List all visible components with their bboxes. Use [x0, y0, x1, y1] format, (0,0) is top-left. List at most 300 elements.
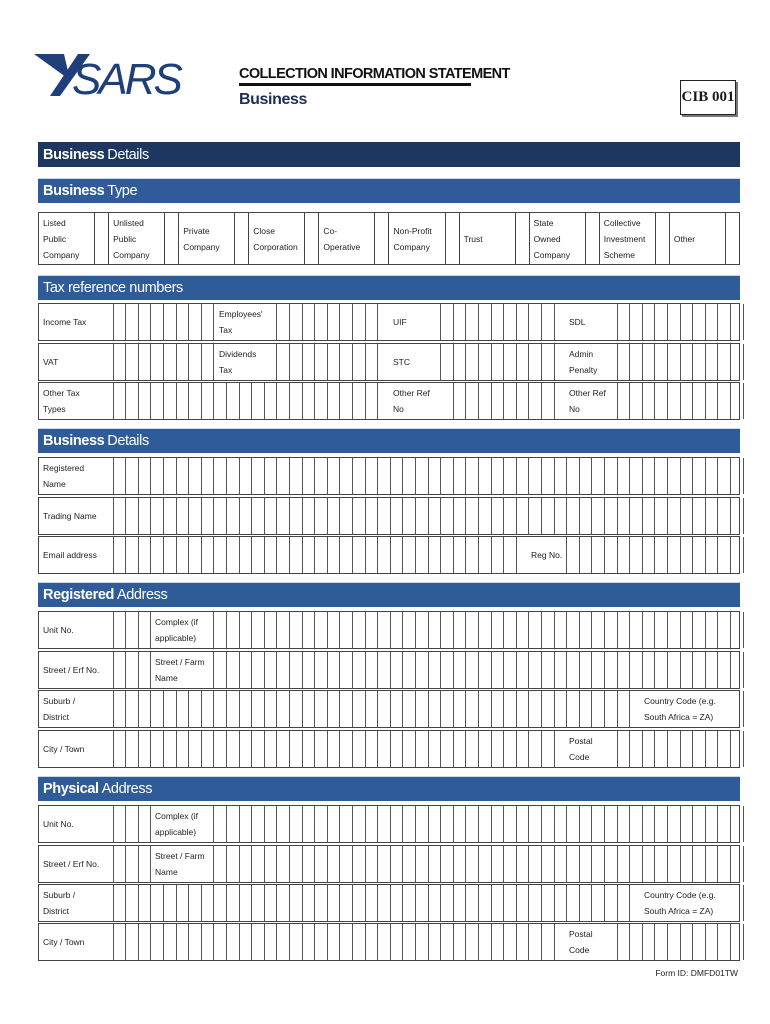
character-box[interactable]: [150, 924, 151, 960]
character-box[interactable]: [150, 691, 151, 727]
character-box[interactable]: [138, 806, 139, 842]
character-box[interactable]: [692, 652, 693, 688]
character-box[interactable]: [176, 885, 177, 921]
character-box[interactable]: [402, 498, 403, 534]
character-box[interactable]: [743, 458, 744, 494]
character-box[interactable]: [201, 731, 202, 767]
character-box[interactable]: [465, 537, 466, 573]
character-box[interactable]: [667, 806, 668, 842]
character-box[interactable]: [226, 924, 227, 960]
character-box[interactable]: [604, 691, 605, 727]
character-box[interactable]: [302, 652, 303, 688]
character-box[interactable]: [528, 458, 529, 494]
character-box[interactable]: [516, 731, 517, 767]
business-type-option[interactable]: [389, 213, 459, 264]
character-box[interactable]: [566, 498, 567, 534]
character-box[interactable]: [138, 458, 139, 494]
character-box[interactable]: [251, 652, 252, 688]
character-box[interactable]: [352, 344, 353, 380]
character-box[interactable]: [617, 924, 618, 960]
character-box[interactable]: [150, 537, 151, 573]
character-box[interactable]: [428, 691, 429, 727]
business-type-checkbox[interactable]: [515, 213, 529, 264]
business-type-checkbox[interactable]: [304, 213, 318, 264]
character-box[interactable]: [428, 537, 429, 573]
character-box[interactable]: [654, 612, 655, 648]
character-box[interactable]: [176, 383, 177, 419]
character-box[interactable]: [390, 652, 391, 688]
character-box[interactable]: [516, 537, 517, 573]
character-box[interactable]: [289, 652, 290, 688]
character-box[interactable]: [352, 924, 353, 960]
character-box[interactable]: [125, 344, 126, 380]
character-box[interactable]: [604, 537, 605, 573]
character-box[interactable]: [302, 731, 303, 767]
character-box[interactable]: [642, 612, 643, 648]
character-box[interactable]: [541, 924, 542, 960]
character-box[interactable]: [680, 846, 681, 882]
character-box[interactable]: [465, 498, 466, 534]
character-box[interactable]: [453, 537, 454, 573]
character-box[interactable]: [743, 885, 744, 921]
character-box[interactable]: [163, 691, 164, 727]
character-box[interactable]: [717, 652, 718, 688]
business-type-option[interactable]: [319, 213, 389, 264]
character-box[interactable]: [327, 498, 328, 534]
character-box[interactable]: [465, 458, 466, 494]
character-box[interactable]: [125, 498, 126, 534]
character-box[interactable]: [226, 731, 227, 767]
character-box[interactable]: [604, 498, 605, 534]
character-box[interactable]: [528, 924, 529, 960]
character-box[interactable]: [629, 612, 630, 648]
character-box[interactable]: [113, 344, 114, 380]
character-box[interactable]: [201, 885, 202, 921]
business-type-option[interactable]: [249, 213, 319, 264]
character-box[interactable]: [339, 612, 340, 648]
character-box[interactable]: [617, 612, 618, 648]
character-box[interactable]: [314, 458, 315, 494]
character-box[interactable]: [554, 885, 555, 921]
character-box[interactable]: [705, 806, 706, 842]
character-box[interactable]: [402, 612, 403, 648]
character-box[interactable]: [579, 498, 580, 534]
character-box[interactable]: [491, 731, 492, 767]
character-box[interactable]: [415, 846, 416, 882]
character-box[interactable]: [113, 383, 114, 419]
business-type-option[interactable]: [530, 213, 600, 264]
character-box[interactable]: [541, 498, 542, 534]
character-box[interactable]: [478, 304, 479, 340]
character-box[interactable]: [554, 652, 555, 688]
character-box[interactable]: [604, 885, 605, 921]
character-box[interactable]: [201, 498, 202, 534]
character-box[interactable]: [528, 731, 529, 767]
character-box[interactable]: [251, 537, 252, 573]
character-box[interactable]: [188, 537, 189, 573]
character-box[interactable]: [743, 691, 744, 727]
character-box[interactable]: [642, 383, 643, 419]
character-box[interactable]: [327, 304, 328, 340]
character-box[interactable]: [377, 924, 378, 960]
character-box[interactable]: [743, 612, 744, 648]
character-box[interactable]: [667, 652, 668, 688]
character-box[interactable]: [491, 846, 492, 882]
character-box[interactable]: [176, 537, 177, 573]
character-box[interactable]: [239, 383, 240, 419]
character-box[interactable]: [289, 885, 290, 921]
character-box[interactable]: [541, 691, 542, 727]
character-box[interactable]: [453, 344, 454, 380]
character-box[interactable]: [390, 924, 391, 960]
character-box[interactable]: [503, 304, 504, 340]
character-box[interactable]: [642, 731, 643, 767]
character-box[interactable]: [289, 383, 290, 419]
character-box[interactable]: [125, 537, 126, 573]
character-box[interactable]: [352, 612, 353, 648]
character-box[interactable]: [226, 806, 227, 842]
character-box[interactable]: [692, 846, 693, 882]
character-box[interactable]: [554, 458, 555, 494]
character-box[interactable]: [150, 498, 151, 534]
character-box[interactable]: [453, 652, 454, 688]
character-box[interactable]: [617, 731, 618, 767]
character-box[interactable]: [188, 498, 189, 534]
character-box[interactable]: [138, 304, 139, 340]
character-box[interactable]: [528, 612, 529, 648]
character-box[interactable]: [503, 498, 504, 534]
business-type-option[interactable]: [600, 213, 670, 264]
character-box[interactable]: [125, 806, 126, 842]
character-box[interactable]: [188, 924, 189, 960]
character-box[interactable]: [125, 691, 126, 727]
character-box[interactable]: [717, 846, 718, 882]
character-box[interactable]: [629, 691, 630, 727]
character-box[interactable]: [213, 924, 214, 960]
character-box[interactable]: [566, 691, 567, 727]
character-box[interactable]: [176, 691, 177, 727]
character-box[interactable]: [629, 537, 630, 573]
character-box[interactable]: [339, 924, 340, 960]
character-box[interactable]: [667, 344, 668, 380]
character-box[interactable]: [264, 731, 265, 767]
character-box[interactable]: [213, 498, 214, 534]
character-box[interactable]: [491, 806, 492, 842]
character-box[interactable]: [680, 731, 681, 767]
character-box[interactable]: [730, 344, 731, 380]
character-box[interactable]: [239, 652, 240, 688]
character-box[interactable]: [604, 846, 605, 882]
business-type-checkbox[interactable]: [655, 213, 669, 264]
character-box[interactable]: [667, 612, 668, 648]
character-box[interactable]: [654, 731, 655, 767]
character-box[interactable]: [428, 731, 429, 767]
character-box[interactable]: [239, 806, 240, 842]
character-box[interactable]: [327, 731, 328, 767]
character-box[interactable]: [579, 885, 580, 921]
character-box[interactable]: [377, 498, 378, 534]
character-box[interactable]: [365, 652, 366, 688]
character-box[interactable]: [390, 885, 391, 921]
character-box[interactable]: [125, 731, 126, 767]
character-box[interactable]: [491, 652, 492, 688]
character-box[interactable]: [213, 652, 214, 688]
character-box[interactable]: [680, 537, 681, 573]
character-box[interactable]: [402, 806, 403, 842]
character-box[interactable]: [264, 924, 265, 960]
character-box[interactable]: [642, 806, 643, 842]
character-box[interactable]: [440, 652, 441, 688]
character-box[interactable]: [579, 691, 580, 727]
character-box[interactable]: [339, 652, 340, 688]
character-box[interactable]: [428, 498, 429, 534]
character-box[interactable]: [150, 304, 151, 340]
character-box[interactable]: [503, 458, 504, 494]
character-box[interactable]: [402, 691, 403, 727]
character-box[interactable]: [276, 885, 277, 921]
character-box[interactable]: [302, 885, 303, 921]
character-box[interactable]: [352, 731, 353, 767]
character-box[interactable]: [617, 806, 618, 842]
character-box[interactable]: [440, 344, 441, 380]
character-box[interactable]: [667, 924, 668, 960]
character-box[interactable]: [125, 458, 126, 494]
character-box[interactable]: [528, 885, 529, 921]
character-box[interactable]: [327, 458, 328, 494]
character-box[interactable]: [654, 924, 655, 960]
character-box[interactable]: [314, 498, 315, 534]
character-box[interactable]: [339, 383, 340, 419]
character-box[interactable]: [604, 458, 605, 494]
character-box[interactable]: [516, 885, 517, 921]
character-box[interactable]: [302, 806, 303, 842]
character-box[interactable]: [377, 612, 378, 648]
character-box[interactable]: [302, 383, 303, 419]
character-box[interactable]: [264, 383, 265, 419]
character-box[interactable]: [730, 383, 731, 419]
character-box[interactable]: [365, 691, 366, 727]
character-box[interactable]: [125, 924, 126, 960]
character-box[interactable]: [654, 652, 655, 688]
character-box[interactable]: [491, 344, 492, 380]
character-box[interactable]: [176, 344, 177, 380]
character-box[interactable]: [327, 691, 328, 727]
character-box[interactable]: [743, 344, 744, 380]
character-box[interactable]: [617, 537, 618, 573]
character-box[interactable]: [617, 344, 618, 380]
business-type-checkbox[interactable]: [725, 213, 739, 264]
character-box[interactable]: [213, 806, 214, 842]
character-box[interactable]: [201, 458, 202, 494]
character-box[interactable]: [176, 498, 177, 534]
character-box[interactable]: [289, 612, 290, 648]
character-box[interactable]: [465, 885, 466, 921]
character-box[interactable]: [692, 304, 693, 340]
character-box[interactable]: [566, 537, 567, 573]
character-box[interactable]: [692, 612, 693, 648]
character-box[interactable]: [402, 731, 403, 767]
character-box[interactable]: [743, 806, 744, 842]
character-box[interactable]: [226, 498, 227, 534]
character-box[interactable]: [642, 344, 643, 380]
character-box[interactable]: [138, 344, 139, 380]
character-box[interactable]: [390, 458, 391, 494]
character-box[interactable]: [251, 383, 252, 419]
business-type-option[interactable]: [179, 213, 249, 264]
character-box[interactable]: [314, 383, 315, 419]
character-box[interactable]: [579, 806, 580, 842]
character-box[interactable]: [743, 304, 744, 340]
character-box[interactable]: [680, 652, 681, 688]
business-type-option[interactable]: [670, 213, 739, 264]
character-box[interactable]: [163, 885, 164, 921]
character-box[interactable]: [201, 304, 202, 340]
character-box[interactable]: [705, 652, 706, 688]
character-box[interactable]: [327, 652, 328, 688]
character-box[interactable]: [692, 383, 693, 419]
character-box[interactable]: [579, 846, 580, 882]
character-box[interactable]: [491, 498, 492, 534]
character-box[interactable]: [554, 924, 555, 960]
character-box[interactable]: [390, 806, 391, 842]
character-box[interactable]: [113, 691, 114, 727]
character-box[interactable]: [365, 846, 366, 882]
character-box[interactable]: [402, 924, 403, 960]
character-box[interactable]: [402, 458, 403, 494]
character-box[interactable]: [491, 458, 492, 494]
character-box[interactable]: [642, 458, 643, 494]
character-box[interactable]: [276, 846, 277, 882]
character-box[interactable]: [491, 537, 492, 573]
character-box[interactable]: [453, 498, 454, 534]
character-box[interactable]: [314, 691, 315, 727]
character-box[interactable]: [352, 691, 353, 727]
character-box[interactable]: [566, 652, 567, 688]
character-box[interactable]: [289, 304, 290, 340]
character-box[interactable]: [226, 612, 227, 648]
character-box[interactable]: [730, 846, 731, 882]
character-box[interactable]: [591, 458, 592, 494]
character-box[interactable]: [642, 652, 643, 688]
character-box[interactable]: [478, 806, 479, 842]
character-box[interactable]: [251, 846, 252, 882]
character-box[interactable]: [352, 304, 353, 340]
character-box[interactable]: [516, 806, 517, 842]
character-box[interactable]: [541, 612, 542, 648]
character-box[interactable]: [428, 612, 429, 648]
character-box[interactable]: [692, 498, 693, 534]
character-box[interactable]: [125, 652, 126, 688]
character-box[interactable]: [188, 731, 189, 767]
character-box[interactable]: [339, 304, 340, 340]
character-box[interactable]: [125, 846, 126, 882]
character-box[interactable]: [264, 498, 265, 534]
character-box[interactable]: [352, 498, 353, 534]
character-box[interactable]: [264, 612, 265, 648]
character-box[interactable]: [629, 652, 630, 688]
character-box[interactable]: [528, 806, 529, 842]
character-box[interactable]: [730, 612, 731, 648]
character-box[interactable]: [541, 731, 542, 767]
character-box[interactable]: [365, 344, 366, 380]
character-box[interactable]: [150, 344, 151, 380]
character-box[interactable]: [415, 924, 416, 960]
character-box[interactable]: [717, 344, 718, 380]
character-box[interactable]: [465, 731, 466, 767]
character-box[interactable]: [377, 691, 378, 727]
character-box[interactable]: [339, 344, 340, 380]
character-box[interactable]: [743, 383, 744, 419]
character-box[interactable]: [478, 344, 479, 380]
character-box[interactable]: [680, 304, 681, 340]
character-box[interactable]: [327, 612, 328, 648]
character-box[interactable]: [579, 458, 580, 494]
character-box[interactable]: [503, 731, 504, 767]
character-box[interactable]: [566, 458, 567, 494]
character-box[interactable]: [264, 652, 265, 688]
character-box[interactable]: [617, 691, 618, 727]
character-box[interactable]: [528, 304, 529, 340]
character-box[interactable]: [314, 304, 315, 340]
character-box[interactable]: [428, 806, 429, 842]
character-box[interactable]: [705, 304, 706, 340]
character-box[interactable]: [478, 612, 479, 648]
character-box[interactable]: [743, 846, 744, 882]
character-box[interactable]: [339, 885, 340, 921]
character-box[interactable]: [188, 885, 189, 921]
character-box[interactable]: [365, 383, 366, 419]
character-box[interactable]: [428, 885, 429, 921]
character-box[interactable]: [541, 383, 542, 419]
character-box[interactable]: [566, 612, 567, 648]
character-box[interactable]: [176, 458, 177, 494]
character-box[interactable]: [226, 885, 227, 921]
character-box[interactable]: [743, 498, 744, 534]
character-box[interactable]: [516, 458, 517, 494]
character-box[interactable]: [528, 344, 529, 380]
character-box[interactable]: [667, 537, 668, 573]
character-box[interactable]: [239, 885, 240, 921]
character-box[interactable]: [642, 304, 643, 340]
character-box[interactable]: [617, 458, 618, 494]
character-box[interactable]: [705, 924, 706, 960]
character-box[interactable]: [327, 383, 328, 419]
character-box[interactable]: [113, 924, 114, 960]
character-box[interactable]: [528, 498, 529, 534]
character-box[interactable]: [428, 652, 429, 688]
character-box[interactable]: [138, 612, 139, 648]
character-box[interactable]: [591, 806, 592, 842]
character-box[interactable]: [201, 344, 202, 380]
character-box[interactable]: [327, 846, 328, 882]
character-box[interactable]: [629, 458, 630, 494]
character-box[interactable]: [503, 612, 504, 648]
character-box[interactable]: [289, 846, 290, 882]
character-box[interactable]: [390, 498, 391, 534]
character-box[interactable]: [478, 383, 479, 419]
character-box[interactable]: [276, 537, 277, 573]
character-box[interactable]: [541, 885, 542, 921]
character-box[interactable]: [503, 806, 504, 842]
character-box[interactable]: [503, 885, 504, 921]
character-box[interactable]: [176, 304, 177, 340]
character-box[interactable]: [503, 383, 504, 419]
character-box[interactable]: [654, 537, 655, 573]
character-box[interactable]: [516, 924, 517, 960]
character-box[interactable]: [352, 383, 353, 419]
character-box[interactable]: [377, 458, 378, 494]
character-box[interactable]: [213, 846, 214, 882]
